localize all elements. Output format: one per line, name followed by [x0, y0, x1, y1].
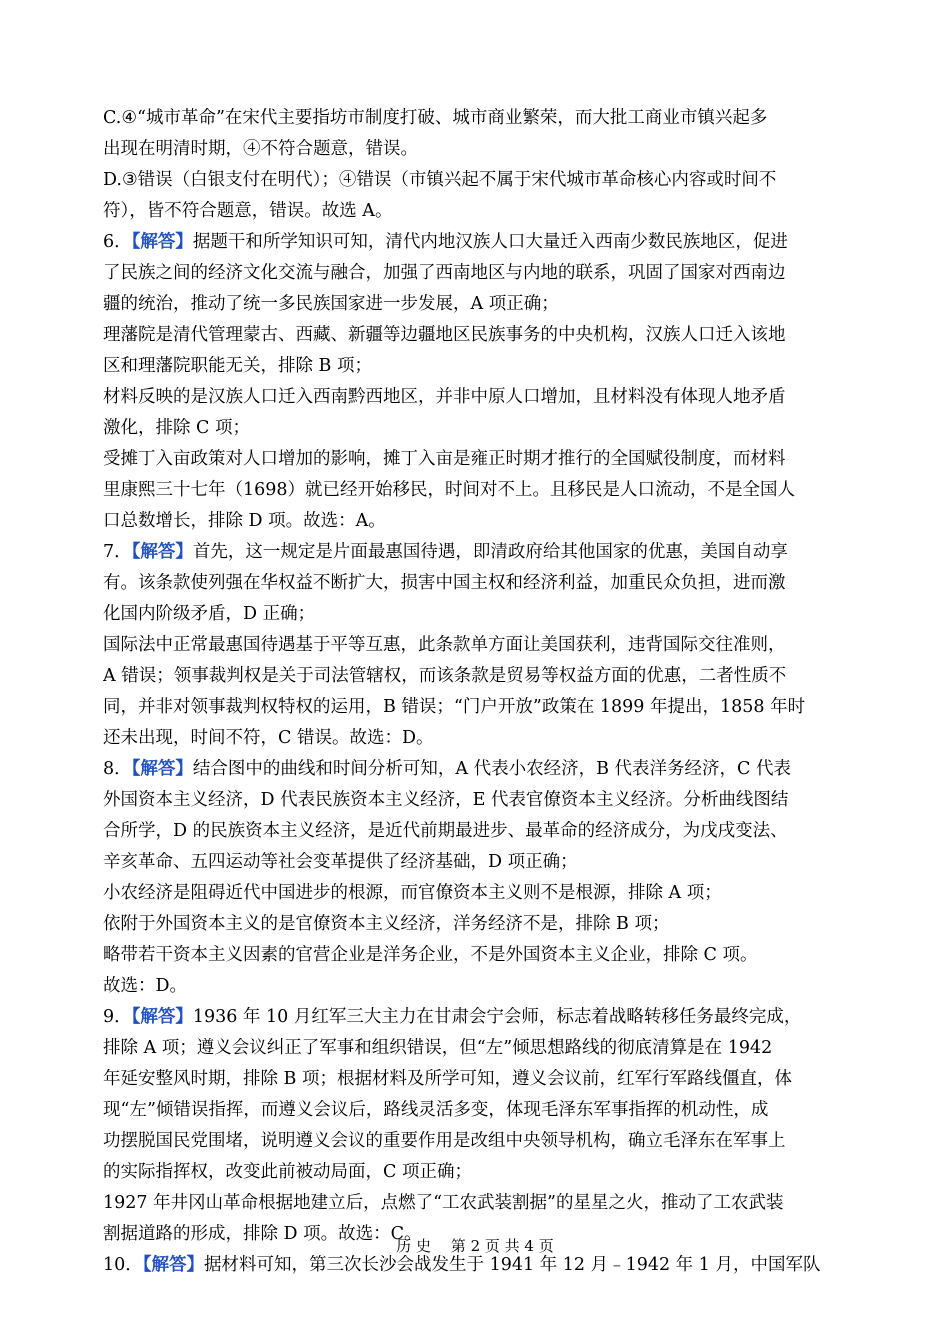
line-text: 据材料可知，第三次长沙会战发生于 1941 年 12 月﹣1942 年 1 月，中国军队	[204, 1255, 821, 1275]
line-text: 9．	[103, 1007, 132, 1027]
line-text: 首先，这一规定是片面最惠国待遇，即清政府给其他国家的优惠，美国自动享	[192, 542, 788, 562]
text-line	[103, 723, 851, 754]
line-text: 还未出现，时间不符，C 错误。故选：D。	[103, 728, 434, 748]
line-text: 理藩院是清代管理蒙古、西藏、新疆等边疆地区民族事务的中央机构，汉族人口迁入该地	[103, 325, 786, 345]
text-line	[103, 568, 851, 599]
text-line	[103, 1002, 851, 1033]
text-line	[103, 506, 851, 537]
line-text: 据题干和所学知识可知，清代内地汉族人口大量迁入西南少数民族地区，促进	[192, 232, 788, 252]
answer-tag: 【解答】	[142, 1255, 205, 1275]
line-text: 现“左”倾错误指挥，而遵义会议后，路线灵活多变，体现毛泽东军事指挥的机动性，成	[103, 1100, 769, 1120]
line-text: 8．	[103, 759, 132, 779]
answer-tag: 【解答】	[131, 232, 193, 252]
text-line	[103, 971, 851, 1002]
line-text: 割据道路的形成，排除 D 项。故选：C。	[103, 1224, 422, 1244]
text-line	[103, 692, 851, 723]
line-text: 6．	[103, 232, 132, 252]
line-text: 1936 年 10 月红军三大主力在甘肃会宁会师，标志着战略转移任务最终完成，	[192, 1007, 802, 1027]
line-text: 功摆脱国民党围堵，说明遵义会议的重要作用是改组中央领导机构，确立毛泽东在军事上	[103, 1131, 786, 1151]
line-text: 年延安整风时期，排除 B 项；根据材料及所学可知，遵义会议前，红军行军路线僵直，体	[103, 1069, 792, 1089]
line-text: C.④“城市革命”在宋代主要指坊市制度打破、城市商业繁荣，而大批工商业市镇兴起多	[103, 108, 768, 128]
text-line	[103, 382, 851, 413]
line-text: 7．	[103, 542, 132, 562]
line-text: 疆的统治，推动了统一多民族国家进一步发展，A 项正确；	[103, 294, 559, 314]
text-line	[103, 1157, 851, 1188]
text-line	[103, 537, 851, 568]
text-line	[103, 289, 851, 320]
text-line	[103, 444, 851, 475]
text-line	[103, 661, 851, 692]
text-line	[103, 165, 851, 196]
line-text: 同，并非对领事裁判权特权的运用，B 错误；“门户开放”政策在 1899 年提出，1858 年时	[103, 697, 806, 717]
text-line	[103, 1064, 851, 1095]
text-line	[103, 878, 851, 909]
answer-tag: 【解答】	[131, 542, 193, 562]
line-text: 受摊丁入亩政策对人口增加的影响，摊丁入亩是雍正时期才推行的全国赋役制度，而材料	[103, 449, 786, 469]
text-line	[103, 320, 851, 351]
text-line	[103, 754, 851, 785]
line-text: 激化，排除 C 项；	[103, 418, 251, 438]
line-text: 口总数增长，排除 D 项。故选：A。	[103, 511, 386, 531]
text-line	[103, 630, 851, 661]
line-text: A 错误；领事裁判权是关于司法管辖权，而该条款是贸易等权益方面的优惠，二者性质不	[103, 666, 787, 686]
text-line	[103, 475, 851, 506]
line-text: 略带若干资本主义因素的官营企业是洋务企业，不是外国资本主义企业，排除 C 项。	[103, 945, 758, 965]
text-line	[103, 1033, 851, 1064]
text-line	[103, 1188, 851, 1219]
line-text: 国际法中正常最惠国待遇基于平等互惠，此条款单方面让美国获利，违背国际交往准则，	[103, 635, 786, 655]
text-line	[103, 785, 851, 816]
text-line	[103, 940, 851, 971]
text-line	[103, 351, 851, 382]
line-text: 有。该条款使列强在华权益不断扩大，损害中国主权和经济利益，加重民众负担，进而激	[103, 573, 786, 593]
answer-tag: 【解答】	[131, 1007, 193, 1027]
line-text: 依附于外国资本主义的是官僚资本主义经济，洋务经济不是，排除 B 项；	[103, 914, 670, 934]
text-line	[103, 909, 851, 940]
answer-tag: 【解答】	[131, 759, 193, 779]
line-text: 里康熙三十七年（1698）就已经开始移民，时间对不上。且移民是人口流动，不是全国人	[103, 480, 796, 500]
text-line	[103, 258, 851, 289]
text-line	[103, 134, 851, 165]
text-line	[103, 227, 851, 258]
line-text: 故选：D。	[103, 976, 188, 996]
line-text: 区和理藩院职能无关，排除 B 项；	[103, 356, 372, 376]
line-text: 外国资本主义经济，D 代表民族资本主义经济，E 代表官僚资本主义经济。分析曲线图结	[103, 790, 789, 810]
text-line	[103, 599, 851, 630]
page-footer: 历 史 第 2 页 共 4 页	[396, 1237, 554, 1255]
text-line	[103, 816, 851, 847]
line-text: 1927 年井冈山革命根据地建立后，点燃了“工农武装割据”的星星之火，推动了工农武装	[103, 1193, 784, 1213]
text-line	[103, 847, 851, 878]
line-text: 材料反映的是汉族人口迁入西南黔西地区，并非中原人口增加，且材料没有体现人地矛盾	[103, 387, 786, 407]
line-text: 辛亥革命、五四运动等社会变革提供了经济基础，D 项正确；	[103, 852, 578, 872]
line-text: D.③错误（白银支付在明代）；④错误（市镇兴起不属于宋代城市革命核心内容或时间不	[103, 170, 777, 190]
line-text: 合所学，D 的民族资本主义经济，是近代前期最进步、最革命的经济成分，为戊戌变法、	[103, 821, 788, 841]
text-line	[103, 1095, 851, 1126]
text-line	[103, 413, 851, 444]
answer-page	[103, 103, 851, 1281]
line-text: 小农经济是阻碍近代中国进步的根源，而官僚资本主义则不是根源，排除 A 项；	[103, 883, 722, 903]
line-text: 出现在明清时期，④不符合题意，错误。	[103, 139, 418, 159]
text-line	[103, 1126, 851, 1157]
line-text: 排除 A 项；遵义会议纠正了军事和组织错误，但“左”倾思想路线的彻底清算是在 1942	[103, 1038, 773, 1058]
line-text: 化国内阶级矛盾，D 正确；	[103, 604, 316, 624]
text-line	[103, 196, 851, 227]
line-text: 符），皆不符合题意，错误。故选 A。	[103, 201, 393, 221]
line-text: 结合图中的曲线和时间分析可知，A 代表小农经济，B 代表洋务经济，C 代表	[192, 759, 791, 779]
line-text: 了民族之间的经济文化交流与融合，加强了西南地区与内地的联系，巩固了国家对西南边	[103, 263, 786, 283]
line-text: 的实际指挥权，改变此前被动局面，C 项正确；	[103, 1162, 472, 1182]
text-line	[103, 103, 851, 134]
line-text: 10．	[103, 1255, 143, 1275]
